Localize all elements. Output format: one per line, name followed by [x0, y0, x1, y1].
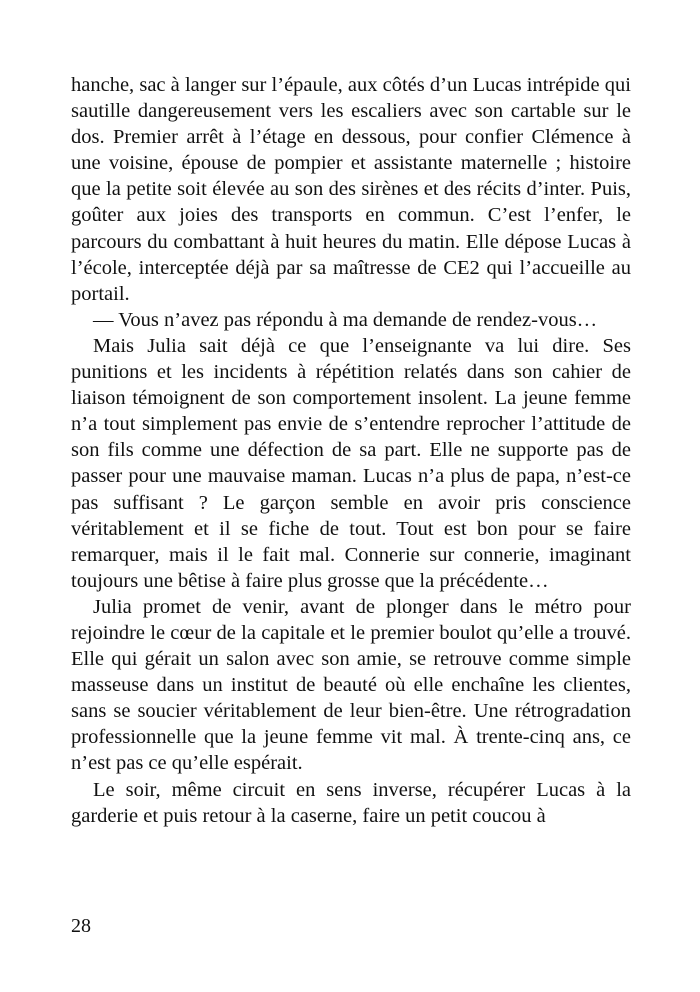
body-text	[71, 72, 631, 829]
paragraph-dialogue: — Vous n’avez pas répondu à ma demande de rendez-vous…	[93, 308, 598, 331]
paragraph: Mais Julia sait déjà ce que l’enseignante va lui dire. Ses punitions et les incidents à répétition relatés dans son cahier de liaison témoignent de son comportement insolent. La jeune femme n’a tout simplement pas envie de s’entendre reprocher l’attitude de son fils comme une défection de sa part. Elle ne supporte pas de passer pour une mauvaise maman. Lucas n’a plus de papa, n’est-ce pas suffisant ? Le garçon semble en avoir pris conscience véritablement et il se fiche de tout. Tout est bon pour se faire remarquer, mais il le fait mal. Connerie sur connerie, imaginant toujours une bêtise à faire plus grosse que la précédente…	[71, 334, 631, 592]
page-number: 28	[71, 915, 91, 937]
paragraph: Le soir, même circuit en sens inverse, récupérer Lucas à la garderie et puis retour à la caserne, faire un petit coucou à	[71, 778, 631, 827]
paragraph-continuation: hanche, sac à langer sur l’épaule, aux côtés d’un Lucas intrépide qui sautille dangereusement vers les escaliers avec son cartable sur le dos. Premier arrêt à l’étage en dessous, pour confier Clémence à une voisine, épouse de pompier et assistante maternelle ; histoire que la petite soit élevée au son des sirènes et des récits d’inter. Puis, goûter aux joies des transports en commun. C’est l’enfer, le parcours du combattant à huit heures du matin. Elle dépose Lucas à l’école, interceptée déjà par sa maîtresse de CE2 qui l’accueille au portail.	[71, 74, 631, 305]
paragraph: Julia promet de venir, avant de plonger dans le métro pour rejoindre le cœur de la capitale et le premier boulot qu’elle a trouvé. Elle qui gérait un salon avec son amie, se retrouve comme simple masseuse dans un institut de beauté où elle enchaîne les clientes, sans se soucier véritablement de leur bien-être. Une rétrogradation professionnelle que la jeune femme vit mal. À trente-cinq ans, ce n’est pas ce qu’elle espérait.	[71, 595, 631, 775]
